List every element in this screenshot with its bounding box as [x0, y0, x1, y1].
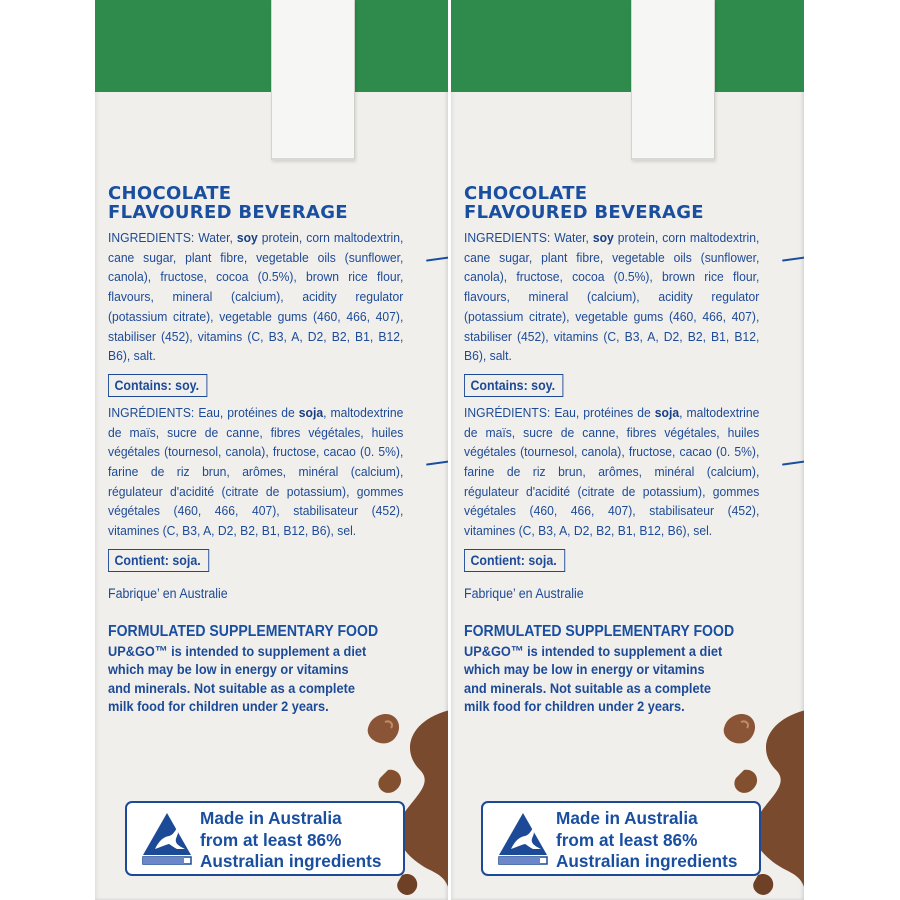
carton-flap [631, 0, 715, 160]
fsf-heading: FORMULATED SUPPLEMENTARY FOOD [108, 622, 379, 640]
edge-stroke [426, 256, 448, 261]
carton-right [451, 0, 804, 900]
contains-fr-box: Contient: soja. [108, 549, 209, 572]
ingredients-en: INGREDIENTS: Water, soy protein, corn maltodextrin, cane sugar, plant fibre, vegetable oils (sunflower, canola), fructose, cocoa (0.5%), brown rice flour, flavours, mineral (calcium), acidity regulator (potassium citrate), vegetable gums (460, 466, 407), stabiliser (452), vitamins (C, B3, A, D2, B2, B1, B12, B6), salt. [108, 230, 404, 364]
ingredients-fr: INGRÉDIENTS: Eau, protéines de soja, maltodextrine de maïs, sucre de canne, fibres végétales, huiles végétales (tournesol, canola), fructose, cacao (0. 5%), farine de riz brun, arômes, minéral (calcium), régulateur d'acidité (citrate de potassium), gommes végétales (460, 466, 407), stabilisateur (452), vitamines (C, B3, A, D2, B2, B1, B12, B6), sel. [464, 404, 760, 539]
fsf-heading: FORMULATED SUPPLEMENTARY FOOD [464, 622, 735, 640]
fsf-body: UP&GO™ is intended to supplement a diet which may be low in energy or vitamins and minerals. Not suitable as a complete milk food for children under 2 years. [108, 643, 367, 716]
australian-made-badge [481, 801, 761, 876]
product-title [464, 184, 760, 222]
edge-stroke [782, 460, 804, 465]
label-text [464, 184, 760, 717]
edge-stroke [426, 460, 448, 465]
kangaroo-triangle-icon [497, 811, 549, 865]
title-line-1: CHOCOLATE [108, 183, 232, 204]
green-top-band [451, 0, 804, 92]
ingredients-fr: INGRÉDIENTS: Eau, protéines de soja, maltodextrine de maïs, sucre de canne, fibres végétales, huiles végétales (tournesol, canola), fructose, cacao (0. 5%), farine de riz brun, arômes, minéral (calcium), régulateur d'acidité (citrate de potassium), gommes végétales (460, 466, 407), stabilisateur (452), vitamines (C, B3, A, D2, B2, B1, B12, B6), sel. [108, 404, 404, 539]
product-title [108, 184, 404, 222]
contains-en-box: Contains: soy. [108, 374, 207, 397]
ingredients-en: INGREDIENTS: Water, soy protein, corn maltodextrin, cane sugar, plant fibre, vegetable oils (sunflower, canola), fructose, cocoa (0.5%), brown rice flour, flavours, mineral (calcium), acidity regulator (potassium citrate), vegetable gums (460, 466, 407), stabiliser (452), vitamins (C, B3, A, D2, B2, B1, B12, B6), salt. [464, 230, 760, 364]
australian-made-badge [125, 801, 405, 876]
title-line-1: CHOCOLATE [464, 183, 588, 204]
edge-stroke [782, 256, 804, 261]
badge-text: Made in Australia from at least 86% Australian ingredients [556, 808, 738, 871]
title-line-2: FLAVOURED BEVERAGE [464, 202, 704, 223]
badge-text: Made in Australia from at least 86% Australian ingredients [200, 808, 382, 871]
made-in-fr: Fabrique’ en Australie [464, 585, 584, 601]
label-text [108, 184, 404, 717]
contains-fr-box: Contient: soja. [464, 549, 565, 572]
fsf-body: UP&GO™ is intended to supplement a diet which may be low in energy or vitamins and minerals. Not suitable as a complete milk food for children under 2 years. [464, 643, 723, 716]
title-line-2: FLAVOURED BEVERAGE [108, 202, 348, 223]
made-in-fr: Fabrique’ en Australie [108, 585, 228, 601]
carton-left [95, 0, 448, 900]
carton-flap [271, 0, 355, 160]
contains-en-box: Contains: soy. [464, 374, 563, 397]
kangaroo-triangle-icon [141, 811, 193, 865]
